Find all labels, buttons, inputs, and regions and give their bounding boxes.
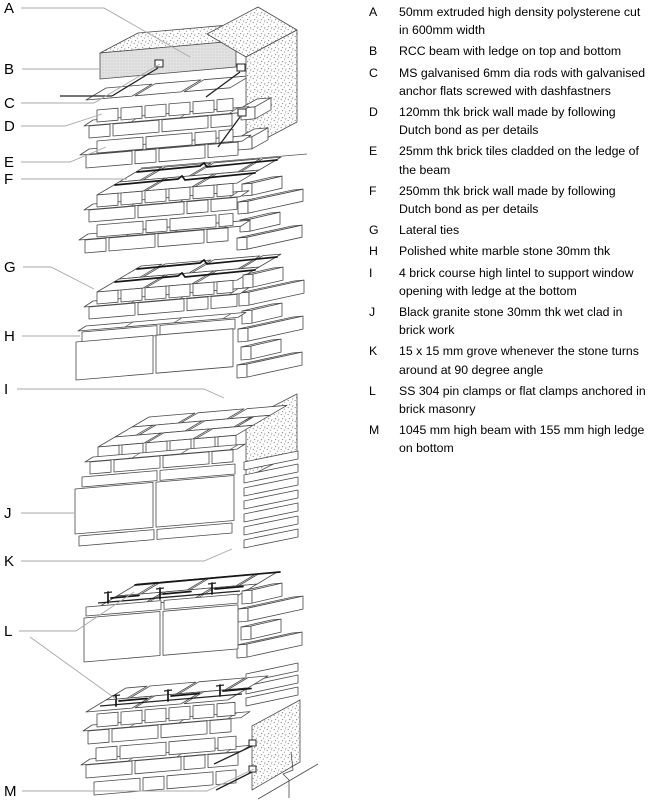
wall-section-clamps <box>84 572 303 662</box>
callout-label-M: M <box>4 783 17 800</box>
legend-item <box>369 242 648 260</box>
brick-face <box>90 460 111 474</box>
leader-line-I <box>17 389 224 398</box>
brick-face <box>121 710 142 725</box>
brick-face <box>169 187 190 201</box>
legend-item-text: 1045 mm high beam with 155 mm high ledge on bottom <box>399 423 645 456</box>
brick-face <box>145 189 166 203</box>
anchor-flat <box>237 64 245 71</box>
legend-item-text: RCC beam with ledge on top and bottom <box>399 44 622 59</box>
legend-item-key: H <box>369 244 378 259</box>
brick-face <box>193 100 214 114</box>
legend-item-key: D <box>369 105 378 120</box>
clamp-head <box>104 592 112 593</box>
brick-face <box>193 282 214 296</box>
legend-item <box>369 421 648 457</box>
brick-face <box>210 719 231 734</box>
brick-face <box>97 290 118 304</box>
brick-face <box>156 329 233 374</box>
brick-face <box>145 286 166 300</box>
legend-item-key: C <box>369 65 378 80</box>
legend-item <box>369 3 648 39</box>
brick-face <box>169 706 190 721</box>
brick-face <box>121 191 142 205</box>
callout-label-H: H <box>4 328 15 345</box>
legend-item-text: 15 x 15 mm grove whenever the stone turns around at 90 degree angle <box>399 344 639 377</box>
brick-face <box>97 193 118 207</box>
anchor-flat <box>249 740 256 746</box>
brick-face <box>121 106 142 120</box>
tooth-brick <box>237 364 247 378</box>
tooth-brick <box>242 590 252 604</box>
brick-face <box>169 284 190 298</box>
brick-face <box>184 755 205 770</box>
brick-face <box>163 605 238 655</box>
tooth-brick <box>243 274 253 288</box>
leader-line-K <box>21 549 232 561</box>
tooth-brick <box>239 292 249 306</box>
brick-face <box>85 238 106 253</box>
brick-face <box>211 114 232 128</box>
brick-face <box>211 294 237 308</box>
brick-face <box>94 778 140 795</box>
brick-face <box>167 772 213 789</box>
brick-face <box>208 142 238 158</box>
legend-item-key: A <box>369 5 378 19</box>
legend <box>369 3 648 461</box>
legend-item-text: Polished white marble stone 30mm thk <box>399 244 611 259</box>
brick-face <box>75 482 153 534</box>
brick-face <box>195 131 216 145</box>
brick-face <box>97 712 118 727</box>
brick-face <box>156 476 234 528</box>
legend-item <box>369 64 648 100</box>
legend-item-text: 50mm extruded high density polysterene cut in 600mm width <box>399 5 641 38</box>
legend-item-key: M <box>369 423 380 438</box>
callout-label-A: A <box>4 0 15 17</box>
brick-face <box>211 197 237 211</box>
legend-item-key: E <box>369 144 378 159</box>
legend-item <box>369 303 648 339</box>
brick-face <box>187 200 208 214</box>
legend-item <box>369 221 648 239</box>
brick-face <box>76 336 153 381</box>
legend-item <box>369 142 648 178</box>
callout-label-I: I <box>4 381 9 398</box>
legend-item-key: F <box>369 183 377 198</box>
brick-face <box>187 297 208 311</box>
legend-item-text: 4 brick course high lintel to support window opening with ledge at the bottom <box>399 265 634 298</box>
anchor-flat <box>238 109 246 116</box>
brick-face <box>217 702 235 717</box>
wall-section-base <box>81 663 318 799</box>
brick-face <box>193 704 214 719</box>
callout-label-C: C <box>4 95 15 112</box>
legend-item-key: G <box>369 223 379 238</box>
brick-face <box>217 183 233 196</box>
callout-label-K: K <box>4 553 15 570</box>
wall-sections <box>60 7 318 799</box>
legend-item <box>369 342 648 378</box>
brick-face <box>88 729 109 744</box>
brick-face <box>145 708 166 723</box>
legend-item-text: MS galvanised 6mm dia rods with galvanised anchor flats screwed with dashfastners <box>399 65 646 98</box>
legend-item-text: Lateral ties <box>399 223 460 238</box>
brick-face <box>135 149 156 164</box>
legend-item-key: B <box>369 44 378 59</box>
legend-item-text: 250mm thk brick wall made by following Dutch bond as per details <box>399 183 616 217</box>
brick-face <box>97 108 118 122</box>
brick-face <box>145 104 166 118</box>
wall-section-marble <box>76 254 304 380</box>
brick-face <box>169 102 190 116</box>
tooth-brick <box>238 328 248 342</box>
brick-face <box>193 185 214 199</box>
brick-face <box>143 776 164 791</box>
brick-face <box>219 213 233 226</box>
legend-item <box>369 42 648 60</box>
legend-item <box>369 264 648 300</box>
legend-item-key: K <box>369 344 378 359</box>
brick-face <box>217 98 233 111</box>
legend-item-text: 120mm thk brick wall made by following Dutch bond as per details <box>399 105 616 138</box>
callout-label-L: L <box>4 623 13 640</box>
brick-face <box>89 124 110 138</box>
tooth-brick <box>241 626 251 640</box>
callout-label-D: D <box>4 118 15 135</box>
callout-label-B: B <box>4 61 15 78</box>
brick-face <box>96 746 117 761</box>
tooth-brick <box>241 346 251 360</box>
brick-face <box>217 280 233 293</box>
callout-label-F: F <box>4 171 14 188</box>
wall-section-250-wall <box>79 154 307 253</box>
callout-label-J: J <box>4 505 12 522</box>
brick-face <box>212 450 233 464</box>
brick-face <box>218 736 236 751</box>
callout-labels <box>4 0 17 800</box>
callout-label-G: G <box>4 259 16 276</box>
tooth-brick <box>238 608 248 622</box>
legend-item-text: 25mm thk brick tiles cladded on the ledge of the beam <box>399 144 639 177</box>
tooth-brick <box>242 310 252 324</box>
brick-face <box>146 219 167 233</box>
legend-item-key: L <box>369 383 376 398</box>
legend-item <box>369 103 648 139</box>
legend-item-text: SS 304 pin clamps or flat clamps anchored in brick masonry <box>399 383 646 417</box>
legend-item-text: Black granite stone 30mm thk wet clad in brick work <box>399 305 623 338</box>
leader-line-G <box>23 267 94 289</box>
legend-item <box>369 382 648 418</box>
concrete-beam-face <box>252 700 300 790</box>
wall-section-lintel-granite <box>75 394 298 548</box>
legend-item <box>369 182 648 218</box>
brick-face <box>207 228 228 243</box>
brick-face <box>84 612 160 663</box>
callout-label-E: E <box>4 154 15 171</box>
tooth-brick <box>238 201 248 214</box>
legend-item-key: I <box>369 265 373 280</box>
brick-face <box>121 288 142 302</box>
tooth-brick <box>237 237 247 250</box>
legend-item-key: J <box>369 305 376 320</box>
tooth-brick <box>237 644 247 658</box>
wall-section-beam <box>60 7 297 168</box>
